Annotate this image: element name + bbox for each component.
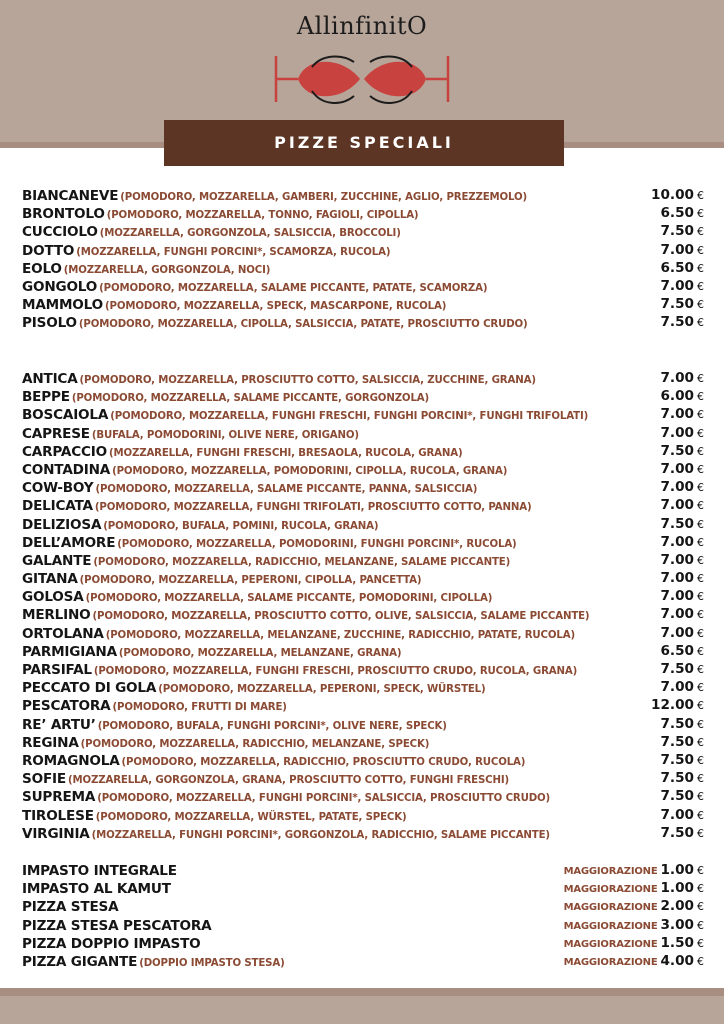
- menu-row: [22, 751, 704, 769]
- item-price: [660, 605, 704, 624]
- item-name: CARPACCIO: [22, 443, 107, 460]
- menu-row: [22, 204, 704, 222]
- item-price: [660, 460, 704, 479]
- item-ingredients: (BUFALA, POMODORINI, OLIVE NERE, ORIGANO): [91, 429, 359, 441]
- item-price: [660, 715, 704, 734]
- item-ingredients: (POMODORO, MOZZARELLA, PROSCIUTTO COTTO, SALSICCIA, ZUCCHINE, GRANA): [79, 375, 536, 386]
- menu-row: [22, 369, 704, 387]
- euro-symbol: €: [697, 772, 704, 786]
- item-ingredients: (POMODORO, MOZZARELLA, SPECK, MASCARPONE, RUCOLA): [105, 301, 447, 313]
- item-price: [660, 496, 704, 515]
- item-price: [660, 751, 704, 770]
- item-ingredients: (POMODORO, MOZZARELLA, TONNO, FAGIOLI, CIPOLLA): [106, 210, 419, 222]
- item-name: PARMIGIANA: [22, 643, 117, 660]
- price-value: 7.50: [660, 314, 694, 331]
- price-value: 7.00: [660, 588, 694, 605]
- price-value: 7.50: [660, 223, 694, 240]
- euro-symbol: €: [697, 882, 704, 896]
- item-price: [660, 259, 704, 278]
- item-name: BEPPE: [22, 389, 70, 406]
- item-ingredients: (MOZZARELLA, GORGONZOLA, NOCI): [63, 264, 271, 276]
- surcharge-label: MAGGIORAZIONE: [563, 938, 658, 950]
- surcharge-label: MAGGIORAZIONE: [563, 884, 658, 896]
- euro-symbol: €: [697, 261, 704, 275]
- euro-symbol: €: [697, 608, 704, 622]
- price-value: 7.00: [660, 277, 694, 294]
- item-price: [660, 424, 704, 443]
- item-name: BRONTOLO: [22, 206, 105, 223]
- item-name: CAPRESE: [22, 425, 90, 442]
- price-value: 7.00: [660, 679, 694, 696]
- price-value: 4.00: [660, 952, 694, 969]
- menu-row: [22, 387, 704, 405]
- item-ingredients: (POMODORO, MOZZARELLA, CIPOLLA, SALSICCIA, PATATE, PROSCIUTTO CRUDO): [78, 319, 528, 331]
- item-ingredients: (MOZZARELLA, GORGONZOLA, GRANA, PROSCIUTTO COTTO, FUNGHI FRESCHI): [67, 775, 510, 787]
- euro-symbol: €: [697, 826, 704, 840]
- item-name: DOTTO: [22, 242, 75, 259]
- price-value: 7.50: [660, 661, 694, 677]
- item-price: [660, 660, 704, 679]
- price-value: 7.00: [660, 241, 694, 258]
- item-price: [564, 952, 704, 972]
- menu-row: [22, 313, 704, 331]
- menu-row: [22, 605, 704, 623]
- menu-row: [22, 405, 704, 423]
- menu-row: [22, 442, 704, 460]
- item-price: [564, 934, 704, 954]
- item-name: PARSIFAL: [22, 662, 92, 678]
- item-name: SUPREMA: [22, 789, 96, 806]
- item-ingredients: (POMODORO, MOZZARELLA, FUNGHI FRESCHI, PROSCIUTTO CRUDO, RUCOLA, GRANA): [93, 666, 578, 677]
- item-price: [651, 186, 704, 205]
- price-value: 6.50: [660, 642, 694, 659]
- menu-row: [22, 222, 704, 240]
- price-value: 7.00: [660, 497, 694, 514]
- item-name: VIRGINIA: [22, 825, 90, 842]
- item-name: BOSCAIOLA: [22, 407, 109, 424]
- menu-row: [22, 696, 704, 714]
- item-price: [660, 222, 704, 241]
- menu-row: [22, 787, 704, 805]
- item-ingredients: (MOZZARELLA, GORGONZOLA, SALSICCIA, BROCCOLI): [99, 228, 401, 240]
- menu-row: [22, 660, 704, 678]
- euro-symbol: €: [697, 189, 704, 202]
- item-ingredients: (POMODORO, MOZZARELLA, RADICCHIO, MELANZANE, SALAME PICCANTE): [93, 556, 511, 568]
- price-value: 7.50: [660, 715, 694, 732]
- item-ingredients: (POMODORO, MOZZARELLA, SALAME PICCANTE, GORGONZOLA): [71, 393, 430, 405]
- item-name: DELICATA: [22, 498, 93, 515]
- item-price: [660, 806, 704, 825]
- item-name: COW-BOY: [22, 480, 94, 497]
- menu-row: [22, 478, 704, 496]
- wine-glasses-logo: [272, 50, 452, 108]
- item-ingredients: (POMODORO, MOZZARELLA, SALAME PICCANTE, PATATE, SCAMORZA): [99, 282, 488, 294]
- price-value: 7.00: [660, 624, 694, 641]
- item-name: ROMAGNOLA: [22, 752, 120, 769]
- menu-row: [22, 806, 704, 824]
- price-value: 7.50: [660, 515, 694, 532]
- euro-symbol: €: [697, 663, 704, 676]
- euro-symbol: €: [697, 499, 704, 513]
- price-value: 1.00: [660, 880, 694, 897]
- euro-symbol: €: [697, 699, 704, 713]
- price-value: 3.00: [660, 916, 694, 933]
- item-name: PISOLO: [22, 315, 77, 332]
- euro-symbol: €: [697, 462, 704, 476]
- item-price: [660, 442, 704, 461]
- item-ingredients: (POMODORO, BUFALA, FUNGHI PORCINI*, OLIVE NERE, SPECK): [97, 720, 447, 732]
- euro-symbol: €: [697, 936, 704, 950]
- euro-symbol: €: [697, 481, 704, 495]
- menu-row: [22, 241, 704, 259]
- menu-list-supplementi: [22, 861, 704, 970]
- item-ingredients: (POMODORO, MOZZARELLA, POMODORINI, FUNGHI PORCINI*, RUCOLA): [117, 538, 517, 550]
- item-name: CONTADINA: [22, 461, 111, 478]
- menu-row: [22, 678, 704, 696]
- item-ingredients: (POMODORO, MOZZARELLA, RADICCHIO, MELANZANE, SPECK): [80, 738, 430, 750]
- euro-symbol: €: [697, 243, 704, 257]
- item-ingredients: (POMODORO, MOZZARELLA, FUNGHI FRESCHI, FUNGHI PORCINI*, FUNGHI TRIFOLATI): [110, 411, 589, 423]
- price-value: 7.00: [660, 533, 694, 550]
- price-value: 12.00: [651, 697, 694, 714]
- item-name: PIZZA DOPPIO IMPASTO: [22, 935, 201, 952]
- menu-row: [22, 533, 704, 551]
- item-ingredients: (POMODORO, MOZZARELLA, FUNGHI PORCINI*, SALSICCIA, PROSCIUTTO CRUDO): [97, 793, 551, 805]
- euro-symbol: €: [697, 298, 704, 312]
- item-price: [660, 515, 704, 534]
- item-ingredients: (MOZZARELLA, FUNGHI PORCINI*, GORGONZOLA, RADICCHIO, SALAME PICCANTE): [91, 829, 550, 841]
- euro-symbol: €: [697, 808, 704, 822]
- price-value: 6.00: [660, 388, 694, 405]
- item-ingredients: (POMODORO, MOZZARELLA, FUNGHI TRIFOLATI, PROSCIUTTO COTTO, PANNA): [94, 502, 532, 514]
- menu-row: [22, 295, 704, 313]
- item-price: [660, 313, 704, 332]
- menu-row: [22, 277, 704, 295]
- price-value: 7.00: [660, 479, 694, 496]
- section-title-banner: PIZZE SPECIALI: [164, 120, 564, 166]
- menu-row: [22, 824, 704, 842]
- euro-symbol: €: [697, 535, 704, 549]
- menu-row: [22, 551, 704, 569]
- item-price: [660, 769, 704, 788]
- item-name: GONGOLO: [22, 278, 98, 295]
- item-name: RE’ ARTU’: [22, 716, 96, 733]
- euro-symbol: €: [697, 864, 704, 877]
- price-value: 7.00: [660, 370, 694, 386]
- item-name: GALANTE: [22, 552, 92, 569]
- euro-symbol: €: [697, 426, 704, 440]
- euro-symbol: €: [697, 590, 704, 604]
- item-price: [660, 624, 704, 643]
- item-name: PIZZA STESA PESCATORA: [22, 917, 212, 934]
- item-price: [564, 879, 704, 899]
- item-ingredients: (MOZZARELLA, FUNGHI FRESCHI, BRESAOLA, RUCOLA, GRANA): [108, 447, 463, 459]
- euro-symbol: €: [697, 626, 704, 640]
- bottom-divider: [0, 988, 724, 996]
- menu-row: [22, 916, 704, 934]
- price-value: 7.00: [660, 606, 694, 623]
- euro-symbol: €: [697, 279, 704, 293]
- item-price: [660, 587, 704, 606]
- euro-symbol: €: [697, 408, 704, 422]
- price-value: 7.50: [660, 770, 694, 787]
- item-name: PECCATO DI GOLA: [22, 680, 157, 697]
- item-ingredients: (POMODORO, MOZZARELLA, PEPERONI, SPECK, WÜRSTEL): [158, 684, 486, 696]
- price-value: 7.00: [660, 551, 694, 568]
- price-value: 7.50: [660, 824, 694, 841]
- euro-symbol: €: [697, 444, 704, 458]
- menu-row: [22, 769, 704, 787]
- menu-row: [22, 642, 704, 660]
- price-value: 7.00: [660, 424, 694, 441]
- item-price: [660, 369, 704, 388]
- item-ingredients: (POMODORO, MOZZARELLA, SALAME PICCANTE, POMODORINI, CIPOLLA): [85, 593, 493, 605]
- price-value: 7.00: [660, 570, 694, 587]
- menu-row: [22, 460, 704, 478]
- euro-symbol: €: [697, 207, 704, 221]
- item-ingredients: (POMODORO, MOZZARELLA, GAMBERI, ZUCCHINE, AGLIO, PREZZEMOLO): [120, 192, 528, 203]
- item-ingredients: (POMODORO, MOZZARELLA, SALAME PICCANTE, PANNA, SALSICCIA): [95, 484, 478, 496]
- price-value: 7.00: [660, 806, 694, 823]
- item-name: PIZZA STESA: [22, 899, 119, 916]
- item-price: [660, 569, 704, 588]
- price-value: 1.50: [660, 934, 694, 951]
- price-value: 6.50: [660, 205, 694, 222]
- item-price: [660, 733, 704, 752]
- item-ingredients: (POMODORO, MOZZARELLA, MELANZANE, ZUCCHINE, RADICCHIO, PATATE, RUCOLA): [105, 629, 575, 641]
- item-ingredients: (POMODORO, MOZZARELLA, WÜRSTEL, PATATE, SPECK): [95, 811, 407, 823]
- item-price: [660, 478, 704, 497]
- surcharge-label: MAGGIORAZIONE: [563, 866, 658, 877]
- item-name: PIZZA GIGANTE: [22, 953, 138, 970]
- surcharge-label: MAGGIORAZIONE: [563, 920, 658, 932]
- price-value: 7.00: [660, 406, 694, 423]
- item-name: MAMMOLO: [22, 297, 103, 314]
- item-price: [660, 295, 704, 314]
- item-name: TIROLESE: [22, 807, 94, 824]
- menu-list-classiche: [22, 369, 704, 842]
- menu-row: [22, 952, 704, 970]
- menu-row: [22, 424, 704, 442]
- item-name: BIANCANEVE: [22, 188, 119, 204]
- item-price: [660, 787, 704, 806]
- surcharge-label: MAGGIORAZIONE: [563, 956, 658, 968]
- price-value: 7.50: [660, 733, 694, 750]
- menu-row: [22, 733, 704, 751]
- item-ingredients: (POMODORO, FRUTTI DI MARE): [112, 702, 287, 714]
- item-name: MERLINO: [22, 607, 91, 624]
- menu-row: [22, 715, 704, 733]
- item-ingredients: (DOPPIO IMPASTO STESA): [139, 957, 285, 969]
- item-ingredients: (POMODORO, MOZZARELLA, PROSCIUTTO COTTO, OLIVE, SALSICCIA, SALAME PICCANTE): [92, 611, 590, 623]
- item-name: GITANA: [22, 571, 78, 588]
- item-ingredients: (POMODORO, MOZZARELLA, MELANZANE, GRANA): [118, 647, 402, 659]
- item-price: [660, 533, 704, 552]
- item-price: [564, 861, 704, 881]
- euro-symbol: €: [697, 572, 704, 586]
- euro-symbol: €: [697, 790, 704, 804]
- item-price: [660, 642, 704, 661]
- menu-row: [22, 515, 704, 533]
- item-ingredients: (POMODORO, MOZZARELLA, POMODORINI, CIPOLLA, RUCOLA, GRANA): [112, 465, 508, 477]
- item-name: DELIZIOSA: [22, 516, 102, 533]
- euro-symbol: €: [697, 644, 704, 658]
- menu-row: [22, 496, 704, 514]
- item-ingredients: (POMODORO, MOZZARELLA, PEPERONI, CIPOLLA, PANCETTA): [79, 575, 422, 587]
- price-value: 1.00: [660, 862, 694, 878]
- euro-symbol: €: [697, 517, 704, 531]
- item-name: REGINA: [22, 734, 79, 751]
- item-name: ORTOLANA: [22, 625, 104, 642]
- item-name: CUCCIOLO: [22, 224, 98, 241]
- menu-list-speciali: [22, 186, 704, 332]
- menu-row: [22, 186, 704, 204]
- menu-row: [22, 259, 704, 277]
- euro-symbol: €: [697, 900, 704, 914]
- menu-row: [22, 934, 704, 952]
- item-name: SOFIE: [22, 771, 66, 788]
- item-name: GOLOSA: [22, 589, 84, 606]
- item-price: [660, 405, 704, 424]
- item-price: [564, 897, 704, 917]
- menu-row: [22, 879, 704, 897]
- price-value: 6.50: [660, 259, 694, 276]
- item-ingredients: (MOZZARELLA, FUNGHI PORCINI*, SCAMORZA, RUCOLA): [76, 246, 391, 258]
- euro-symbol: €: [697, 735, 704, 749]
- price-value: 7.50: [660, 751, 694, 768]
- item-price: [660, 678, 704, 697]
- item-name: IMPASTO INTEGRALE: [22, 863, 177, 879]
- item-price: [660, 241, 704, 260]
- item-price: [564, 916, 704, 936]
- surcharge-label: MAGGIORAZIONE: [563, 902, 658, 914]
- menu-row: [22, 861, 704, 879]
- item-name: IMPASTO AL KAMUT: [22, 881, 171, 898]
- price-value: 7.50: [660, 442, 694, 459]
- brand-title: AllinfinitO: [296, 12, 428, 40]
- item-name: DELL’AMORE: [22, 534, 116, 551]
- euro-symbol: €: [697, 553, 704, 567]
- item-ingredients: (POMODORO, MOZZARELLA, RADICCHIO, PROSCIUTTO CRUDO, RUCOLA): [121, 756, 526, 768]
- item-name: EOLO: [22, 260, 62, 277]
- menu-row: [22, 624, 704, 642]
- euro-symbol: €: [697, 753, 704, 767]
- menu-row: [22, 587, 704, 605]
- item-price: [660, 387, 704, 406]
- price-value: 7.50: [660, 788, 694, 805]
- item-price: [651, 696, 704, 715]
- euro-symbol: €: [697, 316, 704, 330]
- price-value: 7.00: [660, 460, 694, 477]
- price-value: 2.00: [660, 898, 694, 915]
- euro-symbol: €: [697, 954, 704, 968]
- euro-symbol: €: [697, 717, 704, 731]
- euro-symbol: €: [697, 390, 704, 404]
- price-value: 10.00: [651, 187, 694, 203]
- euro-symbol: €: [697, 372, 704, 385]
- menu-row: [22, 897, 704, 915]
- item-price: [660, 277, 704, 296]
- euro-symbol: €: [697, 225, 704, 239]
- menu-row: [22, 569, 704, 587]
- item-name: ANTICA: [22, 371, 78, 387]
- item-name: PESCATORA: [22, 698, 111, 715]
- item-ingredients: (POMODORO, BUFALA, POMINI, RUCOLA, GRANA): [103, 520, 379, 532]
- item-price: [660, 824, 704, 843]
- item-price: [660, 204, 704, 223]
- item-price: [660, 551, 704, 570]
- euro-symbol: €: [697, 918, 704, 932]
- price-value: 7.50: [660, 296, 694, 313]
- euro-symbol: €: [697, 681, 704, 695]
